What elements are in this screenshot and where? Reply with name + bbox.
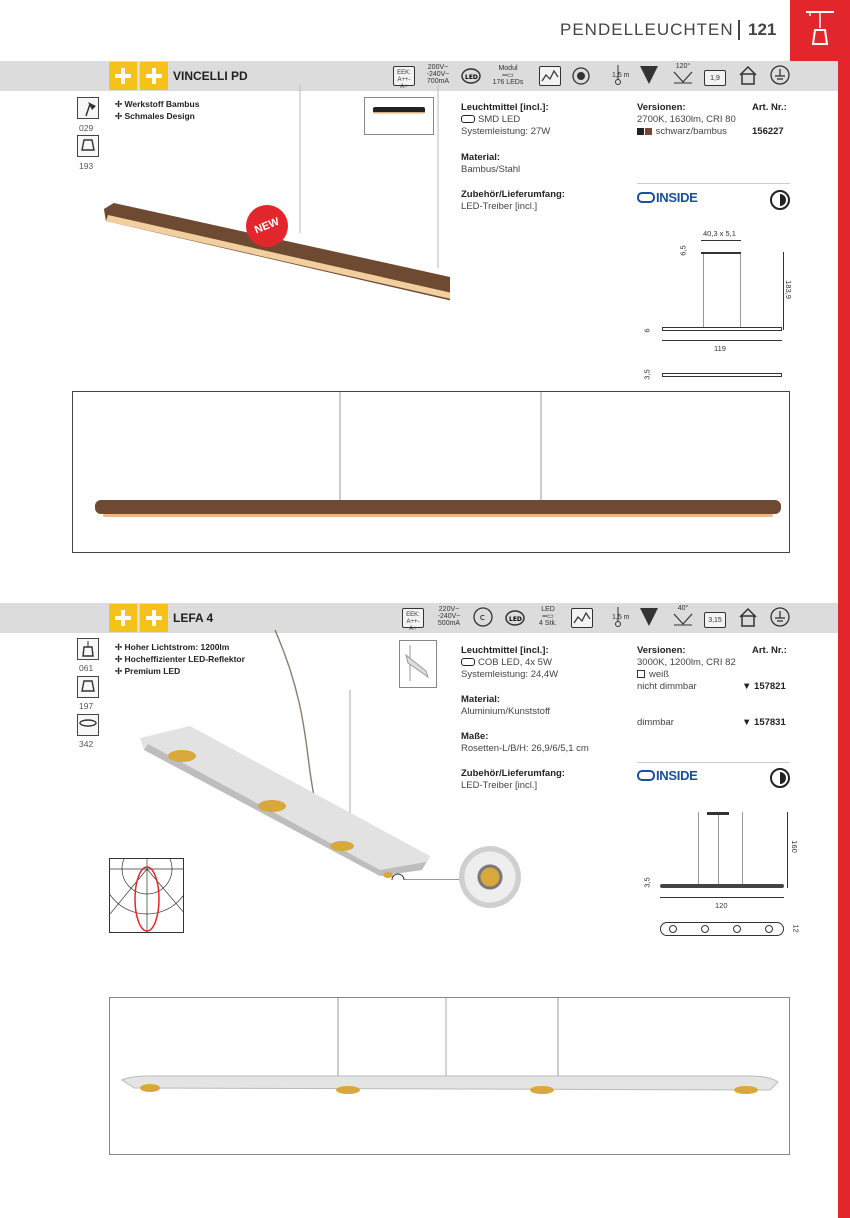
leuchtmittel-label: Leuchtmittel [incl.]: [461, 645, 549, 656]
angle-icon [672, 612, 694, 632]
article-number[interactable]: ▼ 157821 [742, 681, 786, 692]
version-spec: 3000K, 1200lm, CRI 82 [637, 657, 736, 668]
module-info: Modul ═▭ 176 LEDs [492, 65, 524, 86]
dim-side: 12 [791, 924, 801, 933]
version-color: weiß [637, 669, 669, 681]
thumb-number: 197 [79, 701, 94, 711]
thumb-number: 061 [79, 663, 94, 673]
cable-length-icon: 1,5 m [603, 64, 633, 84]
feature-item: ✢ Hoher Lichtstrom: 1200lm [115, 642, 230, 652]
dimmable-icon [472, 606, 494, 626]
side-color-bar [838, 0, 850, 1218]
energy-label-icon: EEK: A++-A+ [402, 608, 424, 628]
fixture-top-view [660, 922, 784, 936]
led-inside-logo: INSIDE [637, 190, 698, 205]
svg-text:LED: LED [465, 74, 478, 81]
article-number[interactable]: ▼ 157831 [742, 717, 786, 728]
plus-icon [140, 604, 168, 632]
led-icon [637, 770, 655, 781]
section-title: PENDELLEUCHTEN [560, 20, 734, 39]
system-power: Systemleistung: 27W [461, 126, 551, 137]
feature-item: ✢ Werkstoff Bambus [115, 99, 200, 109]
led-icon [637, 192, 655, 203]
accessories-label: Zubehör/Lieferumfang: [461, 768, 565, 779]
dimmer-icon [770, 768, 790, 788]
led-module-icon [460, 66, 482, 86]
page-number: 121 [748, 20, 777, 39]
beam-pattern-icon [638, 606, 660, 626]
related-product-thumb[interactable] [77, 676, 99, 698]
accessories-value: LED-Treiber [incl.] [461, 780, 538, 791]
voltage-info: 220V~ -240V~ 500mA [437, 606, 461, 627]
weight-icon: 3,15 [704, 612, 726, 628]
dim-left: 3,5 [642, 877, 652, 888]
feature-item: ✢ Schmales Design [115, 111, 195, 121]
related-product-thumb[interactable] [77, 638, 99, 660]
svg-text:LED: LED [509, 616, 522, 623]
related-product-thumb[interactable] [77, 135, 99, 157]
artnr-label: Art. Nr.: [752, 645, 787, 656]
protection-class-icon [769, 606, 791, 626]
dim-top: 40,3 x 5,1 [703, 229, 736, 238]
material-label: Material: [461, 152, 501, 163]
led-module-icon [504, 606, 526, 626]
detail-photo [364, 97, 434, 135]
dimensions-label: Maße: [461, 731, 489, 742]
leuchtmittel-value: COB LED, 4x 5W [461, 657, 552, 669]
fixture-profile [660, 884, 784, 888]
installation-photo-lefa [109, 997, 790, 1155]
accessories-value: LED-Treiber [incl.] [461, 201, 538, 212]
led-detail-zoom [459, 846, 521, 908]
feature-item: ✢ Premium LED [115, 666, 181, 676]
version-variant: dimmbar [637, 717, 674, 728]
thumb-number: 029 [79, 123, 94, 133]
material-value: Bambus/Stahl [461, 164, 521, 175]
accessories-label: Zubehör/Lieferumfang: [461, 189, 565, 200]
energy-label-icon: EEK: A++-A+ [393, 66, 415, 86]
product-name: VINCELLI PD [173, 69, 248, 83]
related-product-thumb[interactable] [77, 97, 99, 119]
beam-angle: 120° [675, 63, 691, 70]
dimmer-icon [770, 190, 790, 210]
cable-length-icon: 1,5 m [603, 606, 633, 626]
led-icon [461, 115, 475, 123]
dim-left-bottom: 6 [642, 328, 652, 333]
fixture-profile [662, 327, 782, 331]
material-value: Aluminium/Kunststoff [461, 706, 551, 717]
weight-icon: 1,9 [704, 70, 726, 86]
dim-width: 119 [714, 344, 726, 353]
module-info: LED ═▭ 4 Stk. [539, 606, 557, 627]
article-number[interactable]: 156227 [752, 126, 784, 137]
product-name: LEFA 4 [173, 611, 214, 625]
light-distribution-curve [109, 858, 184, 933]
version-spec: 2700K, 1630lm, CRI 80 [637, 114, 736, 125]
color-temperature-icon [539, 66, 561, 86]
version-variant: schwarz/bambus [637, 126, 727, 138]
fixture-top-view [662, 373, 782, 377]
voltage-info: 200V~ -240V~ 700mA [426, 64, 450, 85]
color-temperature-icon [571, 608, 593, 628]
dim-left-top: 6,5 [678, 245, 688, 256]
header-divider [738, 20, 740, 40]
related-product-thumb[interactable] [77, 714, 99, 736]
protection-class-icon [769, 64, 791, 84]
indoor-icon [737, 606, 759, 626]
artnr-label: Art. Nr.: [752, 102, 787, 113]
feature-item: ✢ Hocheffizienter LED-Reflektor [115, 654, 245, 664]
versions-label: Versionen: [637, 102, 686, 113]
thumb-number: 342 [79, 739, 94, 749]
dimmable-icon [571, 66, 593, 86]
leuchtmittel-value: SMD LED [461, 114, 520, 126]
versions-label: Versionen: [637, 645, 686, 656]
led-icon [461, 658, 475, 666]
led-inside-logo: INSIDE [637, 768, 698, 783]
svg-text:C: C [480, 614, 485, 622]
dim-width: 120 [715, 901, 728, 910]
system-power: Systemleistung: 24,4W [461, 669, 559, 680]
new-badge: NEW [240, 199, 295, 254]
material-label: Material: [461, 694, 501, 705]
dim-height: 160 [789, 840, 799, 853]
installation-photo-vincelli [72, 391, 790, 553]
dim-height: 183,9 [783, 280, 793, 299]
thumb-number: 193 [79, 161, 94, 171]
angle-icon [672, 70, 694, 90]
version-variant: nicht dimmbar [637, 681, 697, 692]
beam-angle: 40° [677, 605, 689, 612]
dimensions-value: Rosetten-L/B/H: 26,9/6/5,1 cm [461, 743, 589, 754]
leuchtmittel-label: Leuchtmittel [incl.]: [461, 102, 549, 113]
indoor-icon [737, 64, 759, 84]
dim-profile: 3,5 [642, 369, 652, 380]
beam-pattern-icon [638, 64, 660, 84]
plus-icon [109, 604, 137, 632]
detail-photo [399, 640, 437, 688]
